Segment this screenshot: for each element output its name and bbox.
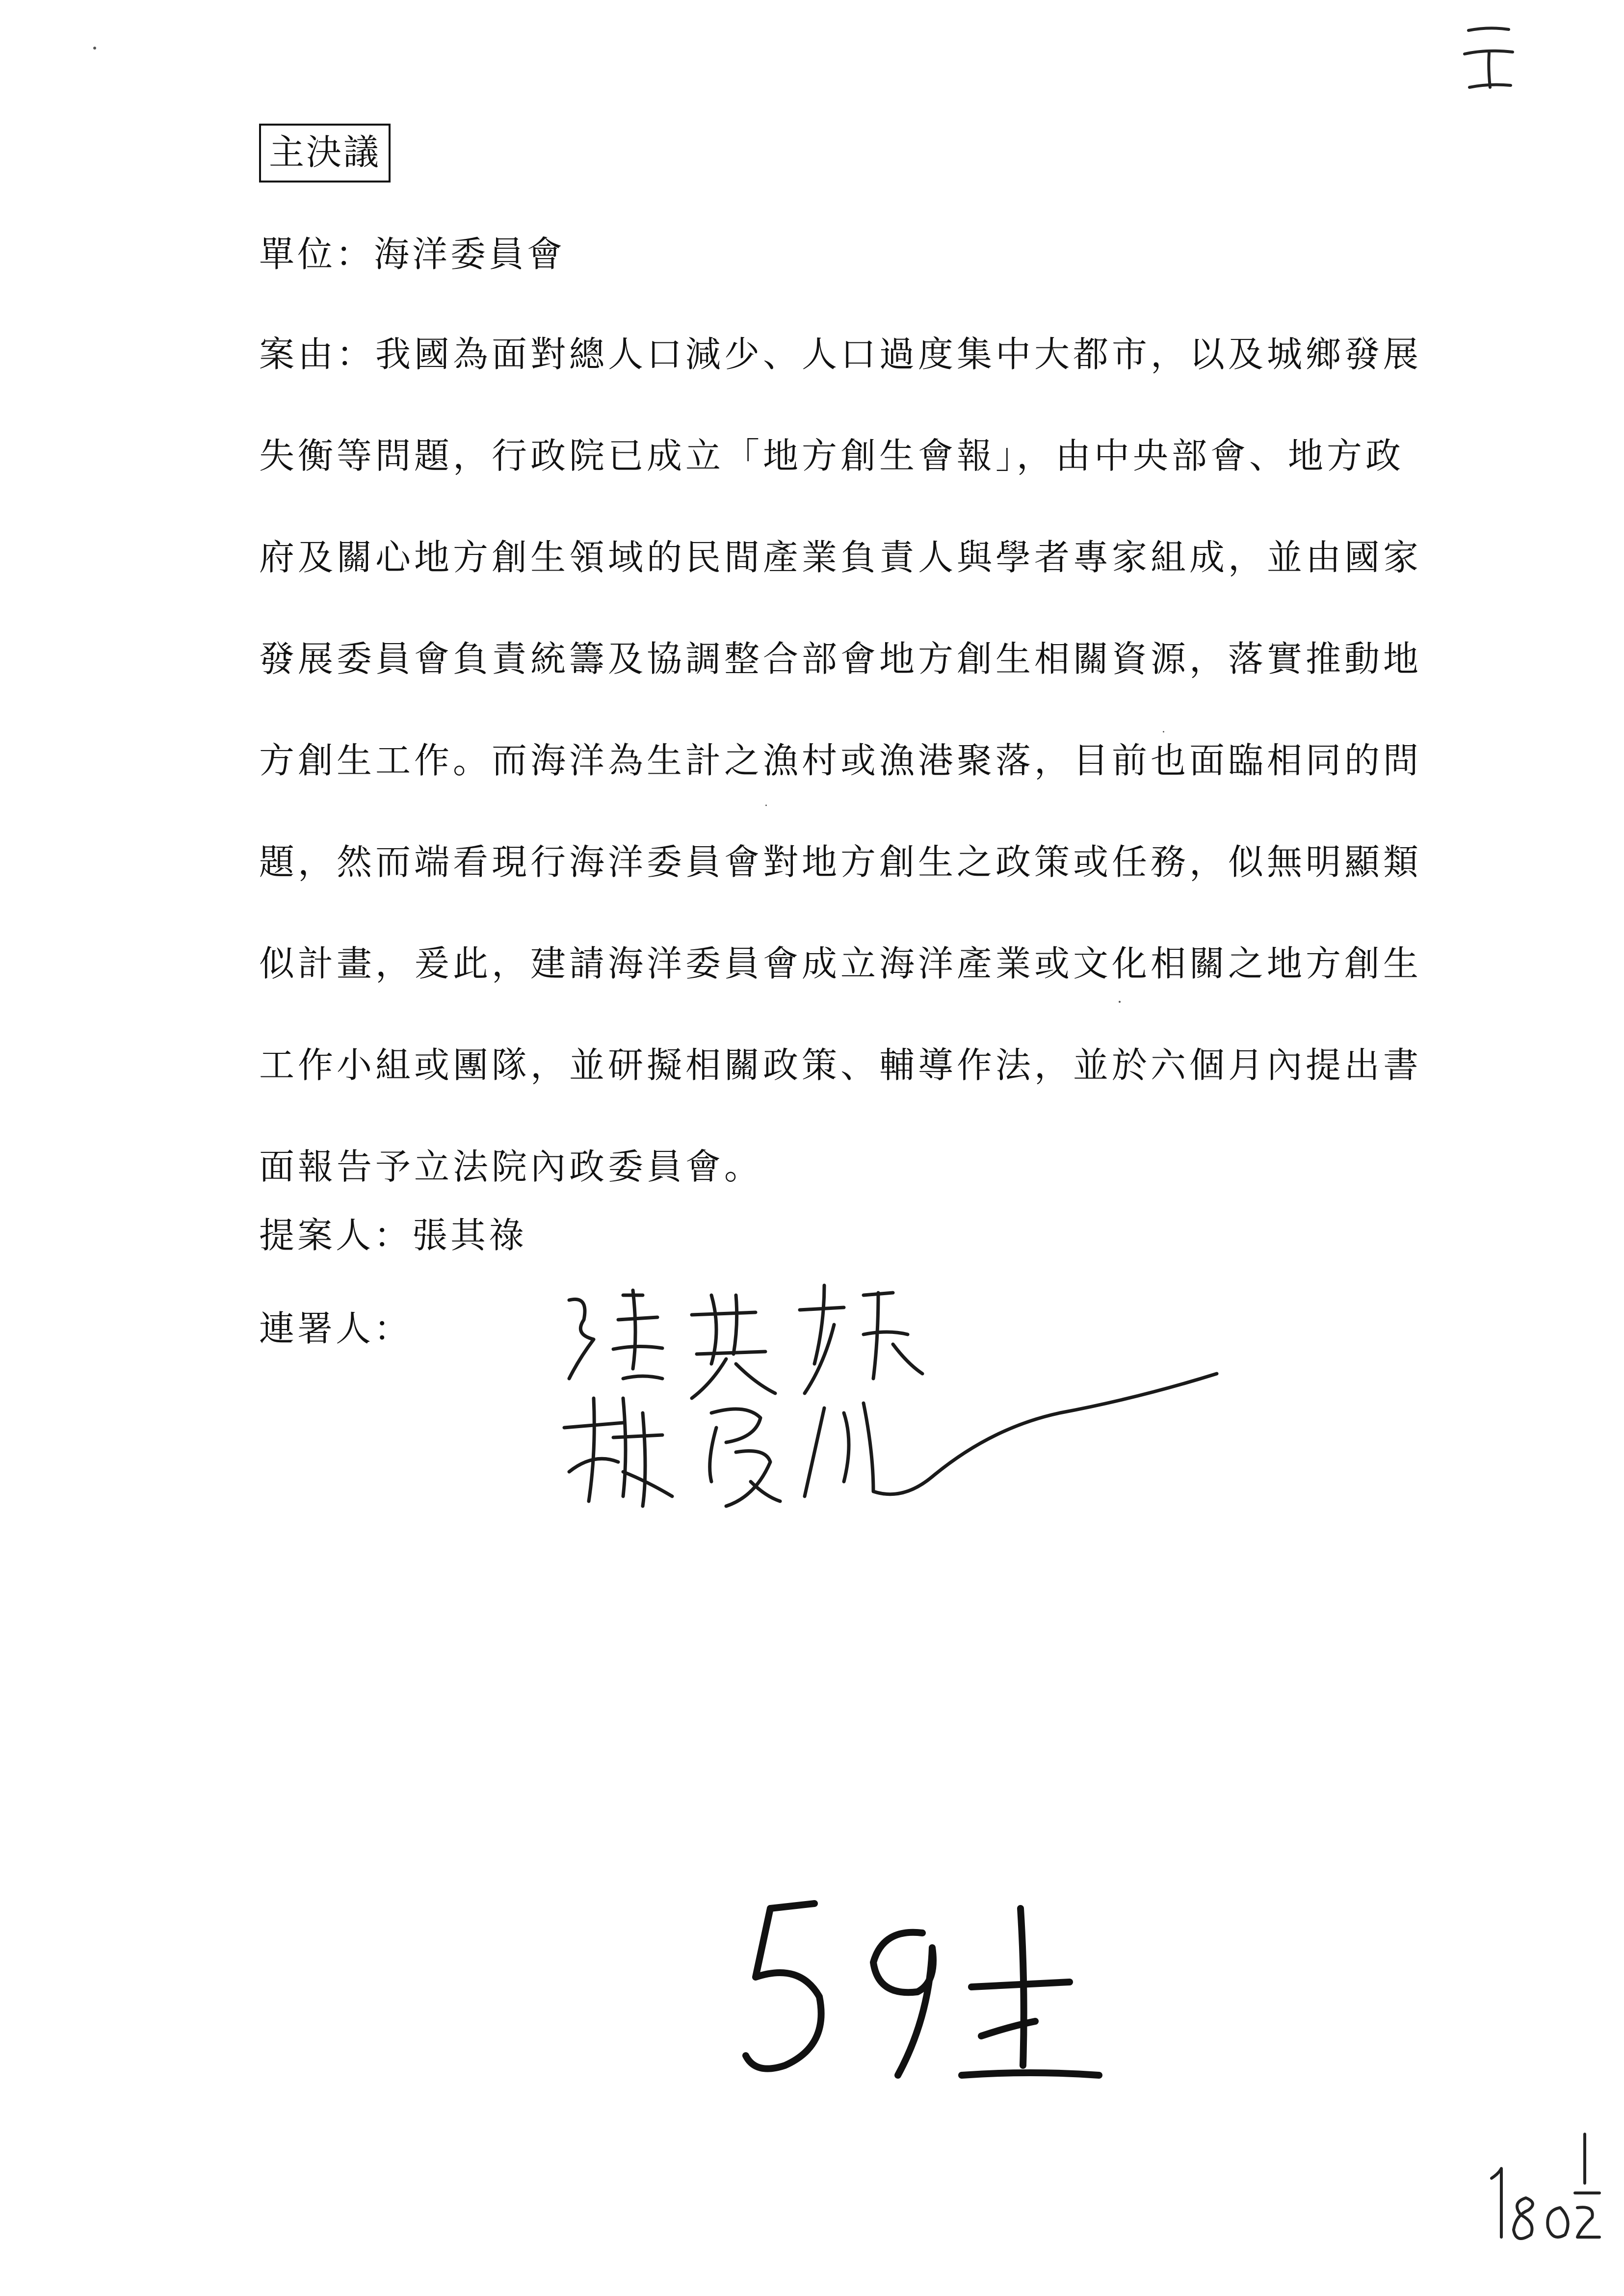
scan-speck [1119, 1001, 1121, 1003]
scan-speck [93, 47, 96, 50]
handwritten-corner-mark [1460, 20, 1519, 93]
handwritten-large-number [736, 1889, 1109, 2095]
reason-line: 工作小組或團隊，並研擬相關政策、輔導作法，並於六個月內提出書 [259, 1044, 1422, 1086]
handwritten-signatures [550, 1266, 1236, 1570]
reason-paragraph [259, 331, 1422, 1245]
reason-line: 發展委員會負責統籌及協調整合部會地方創生相關資源，落實推動地 [259, 638, 1422, 679]
reason-line: 方創生工作。而海洋為生計之漁村或漁港聚落，目前也面臨相同的問 [259, 740, 1422, 781]
scan-speck [1163, 731, 1164, 732]
reason-line: 府及關心地方創生領域的民間產業負責人與學者專家組成，並由國家 [259, 537, 1422, 578]
reason-line: 似計畫，爰此，建請海洋委員會成立海洋產業或文化相關之地方創生 [259, 943, 1422, 984]
main-resolution-label: 主決議 [259, 124, 391, 183]
handwritten-page-mark [1482, 2124, 1609, 2252]
cosigner-label: 連署人： [259, 1308, 413, 1349]
proposer-line: 提案人：張其祿 [259, 1215, 527, 1256]
unit-line: 單位：海洋委員會 [259, 234, 566, 275]
scan-speck [765, 805, 767, 806]
reason-line: 案由：我國為面對總人口減少、人口過度集中大都市，以及城鄉發展 [259, 334, 1422, 375]
reason-line: 題，然而端看現行海洋委員會對地方創生之政策或任務，似無明顯類 [259, 841, 1422, 883]
reason-line: 面報告予立法院內政委員會。 [259, 1146, 763, 1187]
reason-line: 失衡等問題，行政院已成立「地方創生會報」，由中央部會、地方政 [259, 435, 1405, 476]
